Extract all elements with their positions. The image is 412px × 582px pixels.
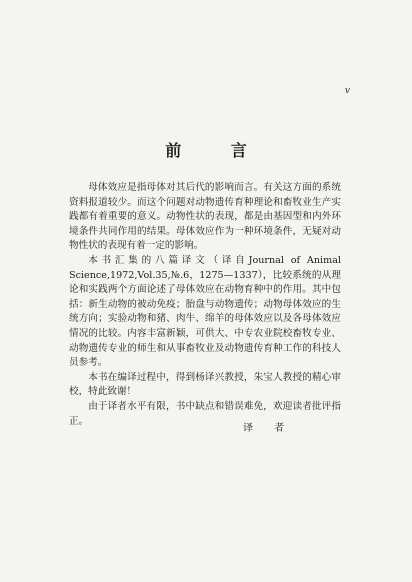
paragraph-4: 由于译者水平有限，书中缺点和错误难免，欢迎读者批评指正。	[69, 400, 341, 427]
translator-signature: 译 者	[243, 423, 294, 434]
paragraph-3: 本书在编译过程中，得到杨译兴教授，朱宝人教授的精心审校，特此致谢！	[69, 371, 341, 398]
page-title: 前 言	[165, 141, 269, 160]
paragraph-1: 母体效应是指母体对其后代的影响而言。有关这方面的系统资料报道较少。而这个问题对动物遗传育种理论和畜牧业生产实践都有着重要的意义。动物性状的表现，都是由基因型和内外环境条件共同作用的结果。母体效应作为一种环境条件，无疑对动物性状的表现有着一定的影响。	[69, 182, 341, 252]
paragraph-2: 本书汇集的八篇译文（译自Journal of Animal Science,1972,Vol.35,№.6，1275—1337），比较系统的从理论和实践两个方面论述了母体效应在动物育种中的作用。其中包括：新生动物的被动免疫；胎盘与动物遗传；动物母体效应的生统方向；实验动物和猪、肉牛、绵羊的母体效应以及各母体效应情况的比较。内容丰富新颖，可供大、中专农业院校畜牧专业、动物遗传专业的师生和从事畜牧业及动物遗传育种工作的科技人员参考。	[69, 254, 341, 369]
page-number-mark: v	[344, 86, 350, 96]
preface-body	[69, 181, 341, 429]
